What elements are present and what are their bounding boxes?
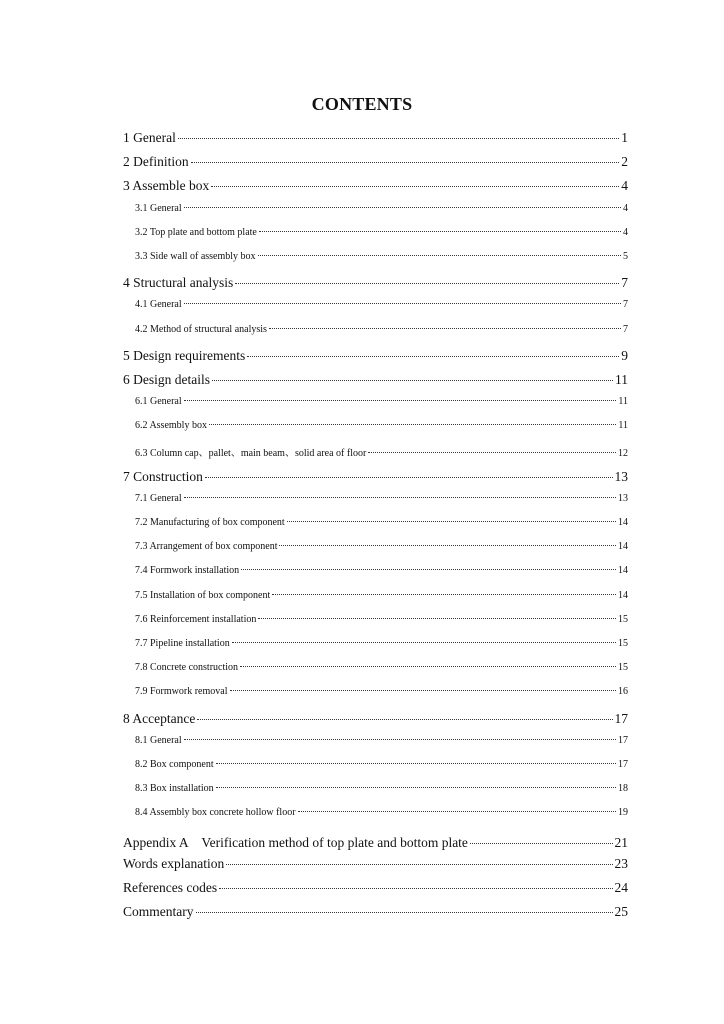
dot-leader [298, 811, 616, 812]
dot-leader [247, 356, 619, 357]
dot-leader [279, 545, 616, 546]
toc-subsection-entry[interactable] [123, 517, 628, 541]
toc-entry-label: 7 Construction [123, 468, 203, 484]
toc-entry-label: 6.1 General [135, 396, 182, 408]
toc-entry-label: 7.2 Manufacturing of box component [135, 517, 285, 528]
toc-entry-label: Appendix A Verification method of top plate and bottom plate [123, 835, 468, 851]
dot-leader [368, 452, 616, 453]
toc-subsection-entry[interactable] [123, 565, 628, 589]
toc-entry-label: 3.1 General [135, 202, 182, 214]
toc-entry-label: References codes [123, 879, 218, 895]
dot-leader [184, 400, 617, 401]
toc-entry-page-number: 7 [623, 299, 628, 311]
dot-leader [184, 739, 616, 740]
toc-subsection-entry[interactable] [123, 735, 628, 759]
toc-entry-page-number: 25 [614, 904, 628, 919]
toc-entry-label: 7.6 Reinforcement installation [135, 613, 257, 625]
dot-leader [287, 521, 616, 522]
toc-subsection-entry[interactable] [123, 299, 628, 323]
toc-entry-label: 7.1 General [135, 492, 182, 504]
toc-section-entry[interactable] [123, 348, 628, 372]
toc-entry-label: 6 Design details [123, 371, 210, 387]
toc-entry-label: 7.3 Arrangement of box component [135, 541, 278, 553]
toc-subsection-entry[interactable] [123, 541, 628, 565]
toc-entry-page-number: 15 [618, 613, 628, 625]
toc-section-entry[interactable] [123, 130, 628, 154]
toc-section-entry[interactable] [123, 880, 628, 904]
toc-entry-label: 6.3 Column cap、pallet、main beam、solid area of floor [135, 448, 367, 460]
toc-subsection-entry[interactable] [123, 662, 628, 686]
dot-leader [191, 162, 620, 163]
toc-entry-page-number: 12 [618, 448, 628, 460]
toc-entry-label: 7.4 Formwork installation [135, 565, 240, 577]
toc-entry-page-number: 7 [621, 275, 628, 291]
toc-entry-page-number: 17 [614, 710, 628, 726]
toc-entry-label: 8.2 Box component [135, 758, 214, 770]
toc-entry-label: 7.9 Formwork removal [135, 686, 228, 698]
toc-section-entry[interactable] [123, 469, 628, 493]
toc-entry-page-number: 17 [618, 758, 628, 770]
dot-leader [216, 787, 616, 788]
toc-section-entry[interactable] [123, 711, 628, 735]
toc-entry-label: Commentary [123, 904, 194, 919]
toc-entry-page-number: 1 [621, 130, 628, 145]
toc-entry-page-number: 15 [618, 637, 628, 649]
toc-subsection-entry[interactable] [123, 324, 628, 348]
toc-entry-label: 5 Design requirements [123, 347, 246, 363]
dot-leader [184, 303, 621, 304]
toc-entry-label: 2 Definition [123, 154, 189, 170]
dot-leader [269, 328, 621, 329]
toc-entry-page-number: 23 [614, 855, 628, 871]
toc-entry-page-number: 21 [614, 835, 628, 851]
toc-entry-label: 4 Structural analysis [123, 275, 234, 291]
toc-section-entry[interactable] [123, 831, 628, 855]
toc-section-entry[interactable] [123, 372, 628, 396]
toc-subsection-entry[interactable] [123, 590, 628, 614]
toc-entry-page-number: 4 [621, 178, 628, 194]
toc-entry-label: 4.2 Method of structural analysis [135, 323, 267, 335]
dot-leader [230, 690, 617, 691]
toc-entry-label: 3.3 Side wall of assembly box [135, 250, 256, 262]
dot-leader [240, 666, 616, 667]
dot-leader [258, 618, 616, 619]
toc-section-entry[interactable] [123, 154, 628, 178]
toc-subsection-entry[interactable] [123, 227, 628, 251]
dot-leader [205, 477, 613, 478]
toc-entry-page-number: 24 [614, 879, 628, 895]
toc-subsection-entry[interactable] [123, 420, 628, 444]
dot-leader [259, 231, 621, 232]
toc-entry-page-number: 19 [618, 807, 628, 819]
toc-entry-page-number: 14 [618, 589, 628, 601]
dot-leader [197, 719, 612, 720]
dot-leader [212, 380, 613, 381]
dot-leader [184, 497, 616, 498]
toc-entry-page-number: 2 [621, 154, 628, 170]
toc-entry-page-number: 17 [618, 734, 628, 746]
dot-leader [272, 594, 616, 595]
toc-entry-page-number: 13 [614, 468, 628, 484]
toc-entry-label: 6.2 Assembly box [135, 420, 207, 432]
toc-entry-page-number: 14 [618, 517, 628, 528]
toc-entry-label: 1 General [123, 130, 176, 145]
toc-subsection-entry[interactable] [123, 251, 628, 275]
table-of-contents [123, 130, 628, 928]
dot-leader [226, 864, 612, 865]
toc-subsection-entry[interactable] [123, 638, 628, 662]
dot-leader [178, 138, 619, 139]
toc-entry-label: 7.8 Concrete construction [135, 662, 239, 674]
dot-leader [470, 843, 613, 844]
dot-leader [258, 255, 621, 256]
toc-subsection-entry[interactable] [123, 807, 628, 831]
toc-entry-page-number: 11 [615, 371, 628, 387]
toc-section-entry[interactable] [123, 856, 628, 880]
dot-leader [209, 424, 616, 425]
dot-leader [235, 283, 619, 284]
toc-entry-page-number: 14 [618, 565, 628, 577]
toc-entry-page-number: 4 [623, 202, 628, 214]
toc-entry-page-number: 16 [618, 686, 628, 698]
toc-subsection-entry[interactable] [123, 396, 628, 420]
toc-entry-page-number: 4 [623, 226, 628, 238]
toc-entry-label: 7.5 Installation of box component [135, 589, 271, 601]
toc-subsection-entry[interactable] [123, 493, 628, 517]
toc-entry-page-number: 14 [618, 541, 628, 553]
toc-entry-label: Words explanation [123, 855, 225, 871]
toc-subsection-entry[interactable] [123, 203, 628, 227]
toc-entry-label: 8.3 Box installation [135, 783, 214, 795]
toc-entry-label: 7.7 Pipeline installation [135, 637, 230, 649]
toc-subsection-entry[interactable] [123, 686, 628, 710]
toc-section-entry[interactable] [123, 904, 628, 928]
toc-subsection-entry[interactable] [123, 783, 628, 807]
toc-section-entry[interactable] [123, 178, 628, 202]
toc-entry-page-number: 15 [618, 662, 628, 674]
dot-leader [232, 642, 616, 643]
toc-entry-label: 3 Assemble box [123, 178, 210, 194]
dot-leader [241, 569, 616, 570]
toc-entry-page-number: 18 [618, 783, 628, 795]
dot-leader [184, 207, 621, 208]
toc-entry-page-number: 5 [623, 250, 628, 262]
toc-entry-label: 8 Acceptance [123, 710, 196, 726]
toc-entry-label: 8.1 General [135, 734, 182, 746]
toc-entry-label: 3.2 Top plate and bottom plate [135, 226, 257, 238]
dot-leader [196, 912, 613, 913]
toc-entry-page-number: 11 [618, 396, 628, 408]
dot-leader [216, 763, 616, 764]
page-title: CONTENTS [311, 94, 413, 114]
toc-subsection-entry[interactable] [123, 614, 628, 638]
toc-entry-page-number: 11 [618, 420, 628, 432]
toc-entry-page-number: 9 [621, 347, 628, 363]
toc-subsection-entry[interactable] [123, 759, 628, 783]
toc-entry-label: 4.1 General [135, 299, 182, 311]
toc-subsection-entry[interactable] [123, 444, 628, 468]
dot-leader [211, 186, 619, 187]
toc-section-entry[interactable] [123, 275, 628, 299]
toc-entry-page-number: 7 [623, 323, 628, 335]
toc-entry-label: 8.4 Assembly box concrete hollow floor [135, 807, 296, 819]
toc-entry-page-number: 13 [618, 492, 628, 504]
dot-leader [219, 888, 612, 889]
